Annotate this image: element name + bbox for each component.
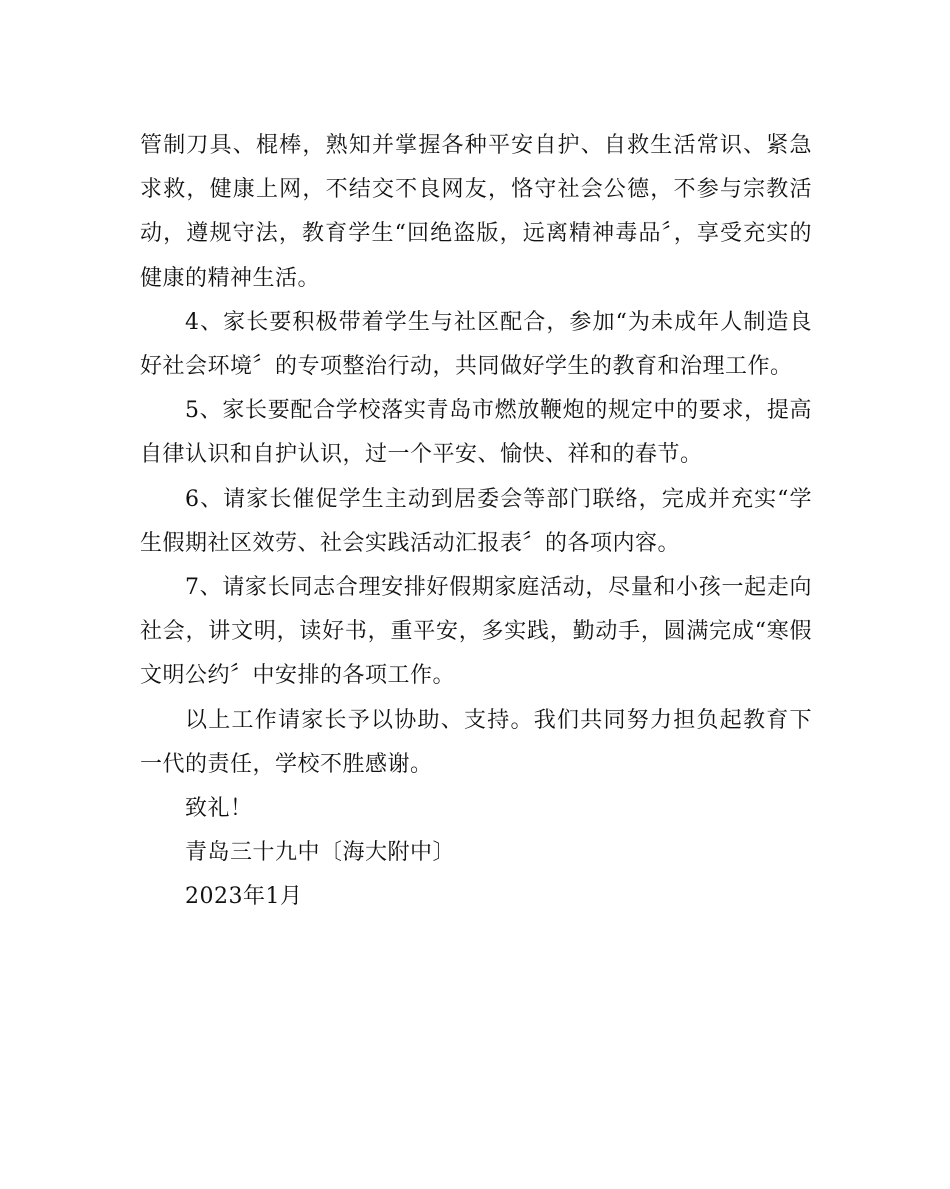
paragraph-continuation: 管制刀具、棍棒，熟知并掌握各种平安自护、自救生活常识、紧急求救，健康上网，不结交不良网友，恪守社会公德，不参与宗教活动，遵规守法，教育学生“回绝盗版，远离精神毒品〞，享受充实的健康的精神生活。 bbox=[140, 133, 812, 291]
paragraph-item-4: 4、家长要积极带着学生与社区配合，参加“为未成年人制造良好社会环境〞的专项整治行动，共同做好学生的教育和治理工作。 bbox=[140, 309, 812, 380]
paragraph-item-6: 6、请家长催促学生主动到居委会等部门联络，完成并充实“学生假期社区效劳、社会实践活动汇报表〞的各项内容。 bbox=[140, 486, 812, 556]
document-body bbox=[140, 124, 812, 920]
closing-salutation: 致礼！ bbox=[185, 796, 253, 822]
paragraph-item-5: 5、家长要配合学校落实青岛市燃放鞭炮的规定中的要求，提高自律认识和自护认识，过一个平安、愉快、祥和的春节。 bbox=[140, 398, 812, 468]
paragraph-thanks: 以上工作请家长予以协助、支持。我们共同努力担负起教育下一代的责任，学校不胜感谢。 bbox=[140, 707, 812, 777]
signature-school: 青岛三十九中〔海大附中〕 bbox=[185, 840, 456, 866]
signature-date: 2023年1月 bbox=[185, 884, 303, 910]
paragraph-item-7: 7、请家长同志合理安排好假期家庭活动，尽量和小孩一起走向社会，讲文明，读好书，重平安，多实践，勤动手，圆满完成“寒假文明公约〞中安排的各项工作。 bbox=[140, 575, 812, 689]
